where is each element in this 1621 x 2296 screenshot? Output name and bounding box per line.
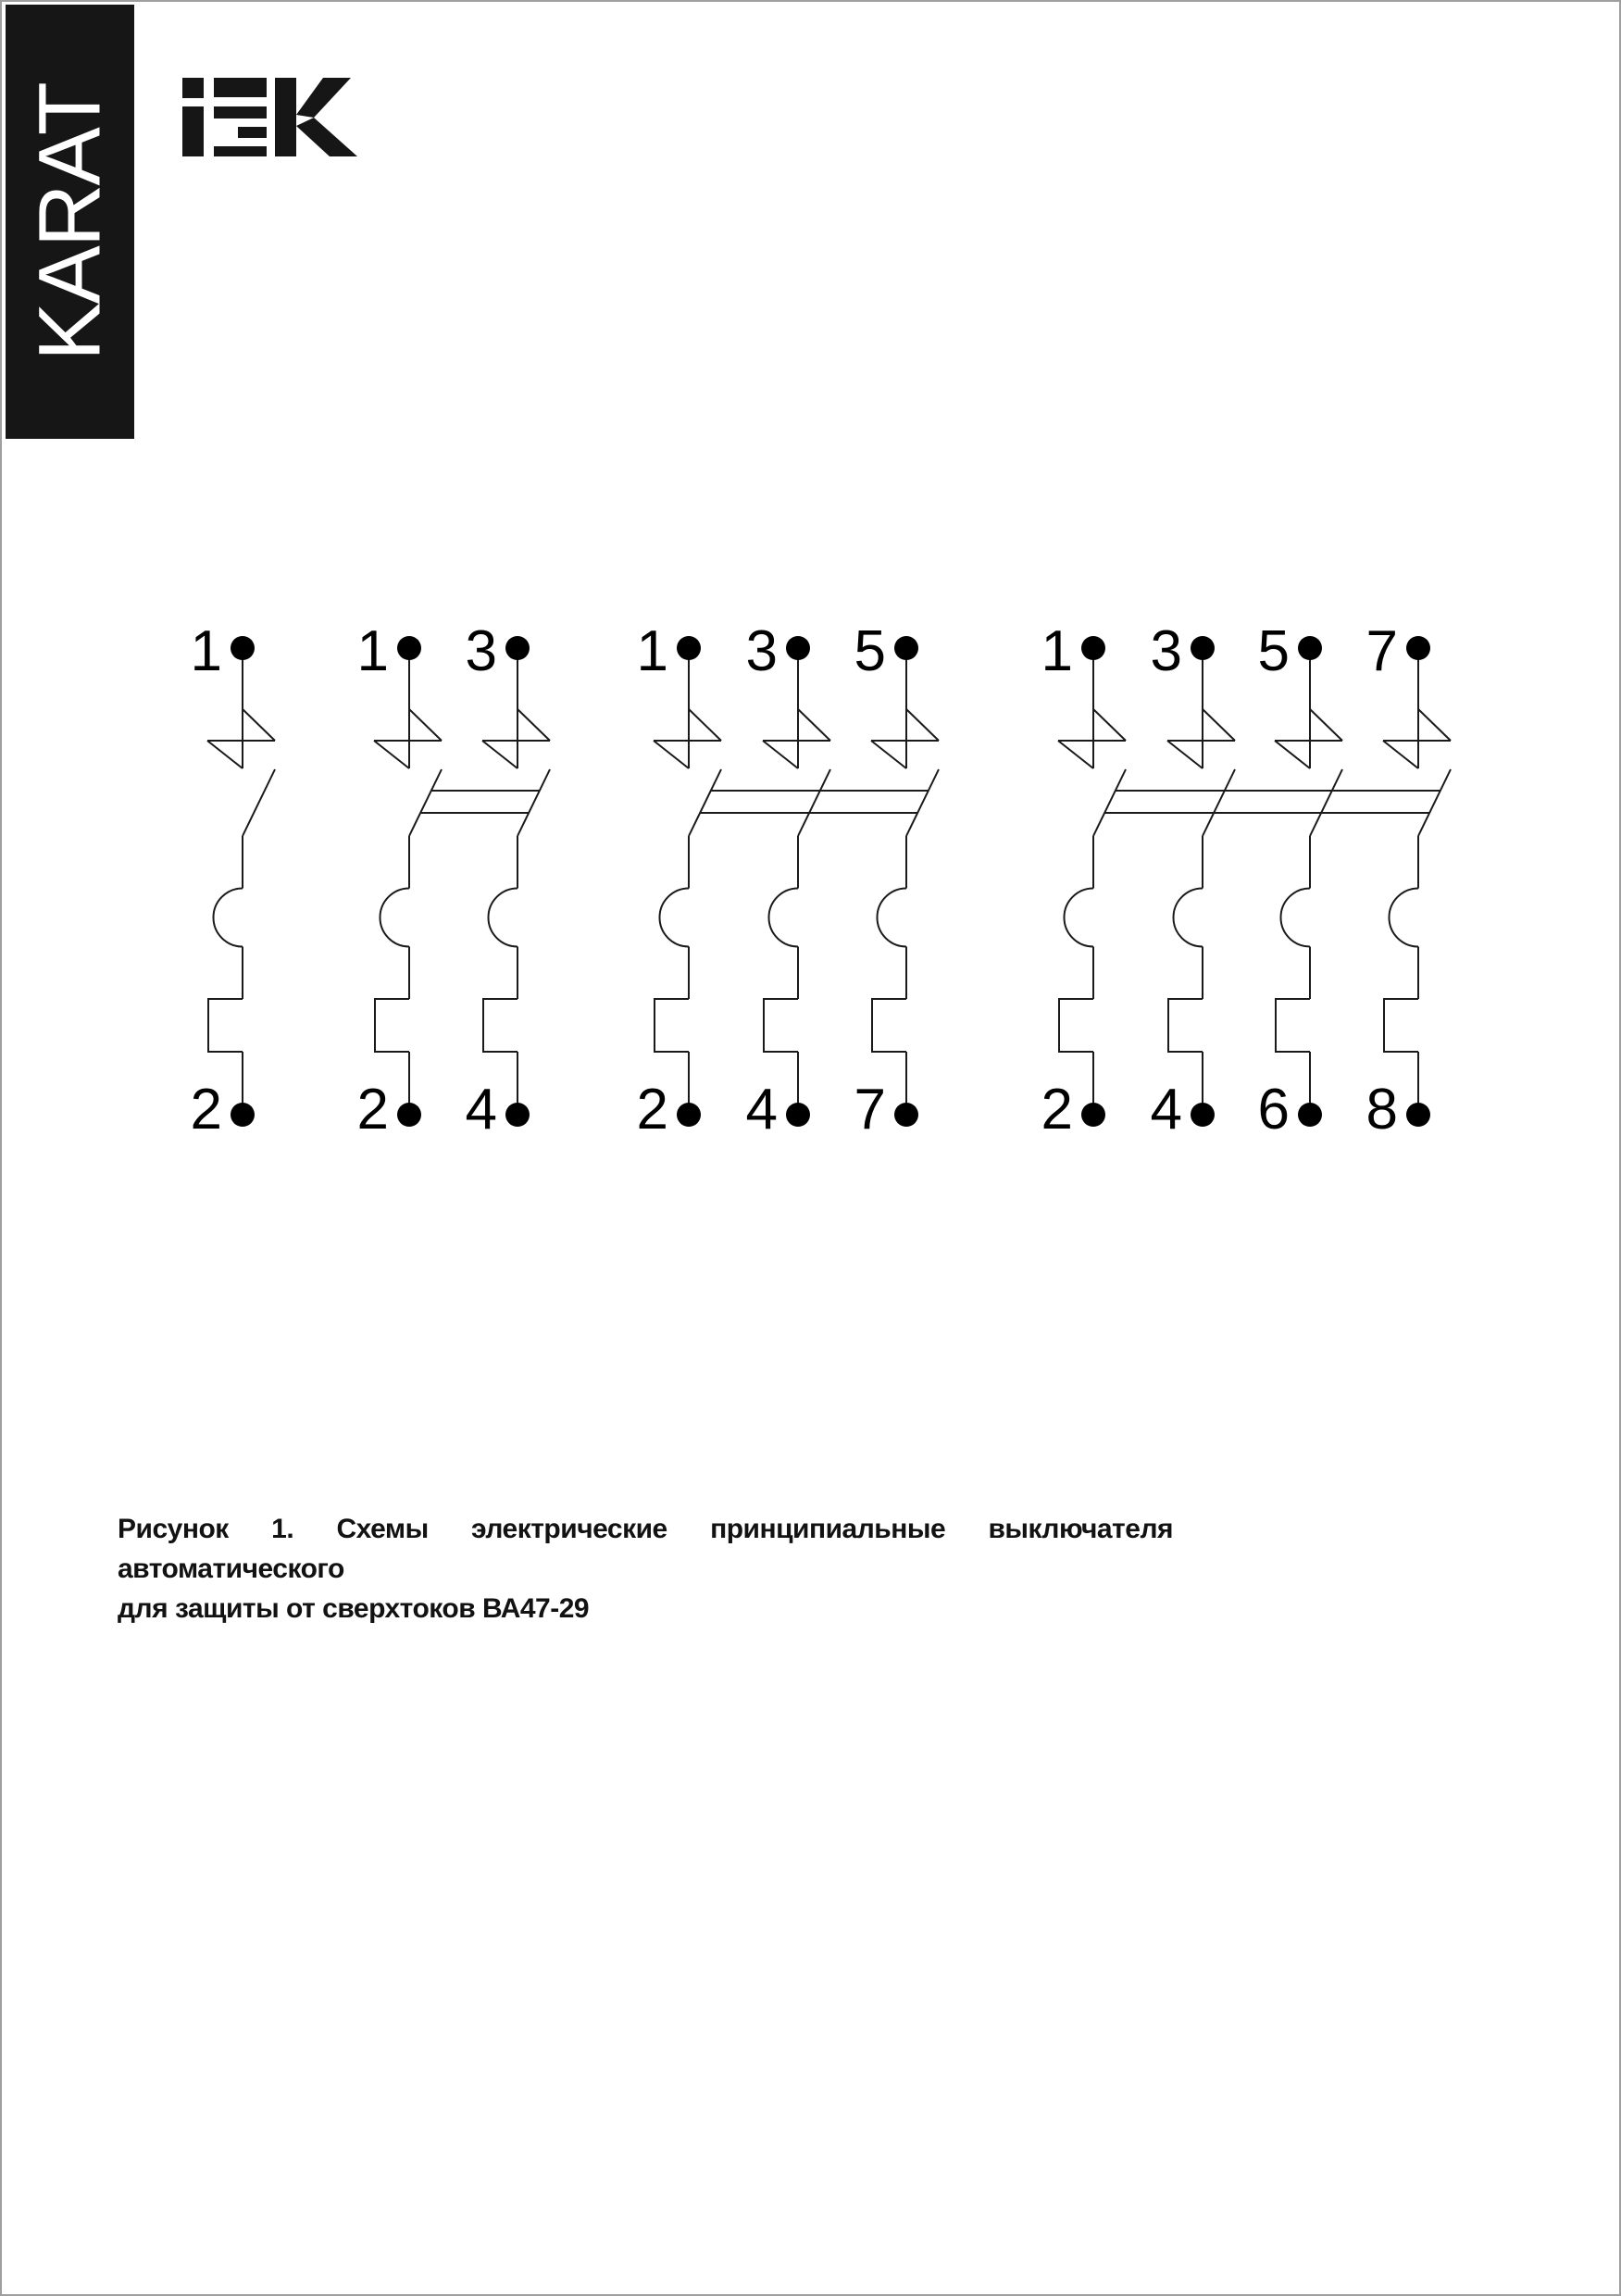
terminal-label-bottom: 8 — [1365, 1078, 1398, 1142]
terminal-dot-bottom — [1406, 1103, 1430, 1127]
terminal-dot-bottom — [1081, 1103, 1105, 1127]
release-lower-hypotenuse — [1167, 741, 1203, 768]
release-upper-hypotenuse — [1310, 709, 1342, 741]
terminal-label-top: 3 — [465, 619, 497, 683]
caption-line-1: Рисунок 1. Схемы электрические принципиальные выключателя автоматического — [118, 1514, 1173, 1584]
diagram-2-pole — [357, 619, 550, 1142]
release-upper-hypotenuse — [906, 709, 939, 741]
terminal-dot-top — [894, 636, 918, 660]
caption-line-2: для защиты от сверхтоков ВА47-29 — [118, 1593, 590, 1624]
series-label: KARAT — [20, 82, 118, 361]
terminal-dot-top — [786, 636, 810, 660]
magnetic-release-notch — [483, 999, 517, 1052]
contact-blade — [517, 769, 550, 836]
terminal-label-top: 5 — [1257, 619, 1290, 683]
thermal-release-arc — [1281, 889, 1310, 947]
thermal-release-arc — [214, 889, 243, 947]
release-upper-hypotenuse — [1418, 709, 1451, 741]
magnetic-release-notch — [1384, 999, 1418, 1052]
terminal-label-bottom: 7 — [854, 1078, 886, 1142]
release-lower-hypotenuse — [374, 741, 409, 768]
terminal-label-top: 1 — [190, 619, 222, 683]
terminal-label-bottom: 4 — [465, 1078, 497, 1142]
release-lower-hypotenuse — [207, 741, 243, 768]
diagram-1-pole — [191, 619, 275, 1142]
contact-blade — [1310, 769, 1342, 836]
terminal-label-bottom: 4 — [1150, 1078, 1182, 1142]
magnetic-release-notch — [1059, 999, 1093, 1052]
thermal-release-arc — [878, 889, 906, 947]
contact-blade — [243, 769, 275, 836]
thermal-release-arc — [660, 889, 689, 947]
terminal-dot-top — [1081, 636, 1105, 660]
figure-caption — [118, 1509, 1173, 1628]
diagram-3-pole — [637, 619, 939, 1142]
breaker-pole — [1151, 619, 1235, 1142]
terminal-label-bottom: 2 — [636, 1078, 668, 1142]
terminal-dot-top — [231, 636, 255, 660]
terminal-label-top: 1 — [356, 619, 389, 683]
breaker-pole — [1258, 619, 1342, 1142]
release-lower-hypotenuse — [763, 741, 798, 768]
release-lower-hypotenuse — [482, 741, 517, 768]
thermal-release-arc — [1065, 889, 1093, 947]
terminal-dot-top — [1406, 636, 1430, 660]
contact-blade — [798, 769, 830, 836]
breaker-pole — [1366, 619, 1451, 1142]
release-lower-hypotenuse — [1275, 741, 1310, 768]
thermal-release-arc — [380, 889, 409, 947]
terminal-label-top: 1 — [636, 619, 668, 683]
diagram-4-pole — [1041, 619, 1451, 1142]
release-upper-hypotenuse — [1203, 709, 1235, 741]
release-upper-hypotenuse — [409, 709, 442, 741]
terminal-dot-bottom — [505, 1103, 530, 1127]
release-lower-hypotenuse — [871, 741, 906, 768]
contact-blade — [1203, 769, 1235, 836]
terminal-dot-bottom — [786, 1103, 810, 1127]
release-upper-hypotenuse — [1093, 709, 1126, 741]
magnetic-release-notch — [1168, 999, 1203, 1052]
terminal-dot-bottom — [397, 1103, 421, 1127]
schematics-figure — [2, 2, 1621, 2296]
magnetic-release-notch — [1276, 999, 1310, 1052]
terminal-dot-top — [1191, 636, 1215, 660]
magnetic-release-notch — [764, 999, 798, 1052]
terminal-dot-bottom — [1191, 1103, 1215, 1127]
breaker-pole — [637, 619, 721, 1142]
thermal-release-arc — [769, 889, 799, 947]
terminal-label-bottom: 2 — [190, 1078, 222, 1142]
terminal-label-top: 3 — [745, 619, 778, 683]
terminal-label-bottom: 4 — [745, 1078, 778, 1142]
contact-blade — [1418, 769, 1451, 836]
terminal-dot-bottom — [1298, 1103, 1322, 1127]
release-upper-hypotenuse — [517, 709, 550, 741]
contact-blade — [906, 769, 939, 836]
breaker-pole — [191, 619, 275, 1142]
terminal-dot-top — [677, 636, 701, 660]
terminal-label-top: 5 — [854, 619, 886, 683]
release-lower-hypotenuse — [654, 741, 689, 768]
thermal-release-arc — [1174, 889, 1203, 947]
terminal-dot-top — [397, 636, 421, 660]
breaker-pole — [357, 619, 442, 1142]
terminal-dot-bottom — [894, 1103, 918, 1127]
magnetic-release-notch — [208, 999, 243, 1052]
breaker-pole — [746, 619, 830, 1142]
magnetic-release-notch — [872, 999, 906, 1052]
terminal-label-top: 3 — [1150, 619, 1182, 683]
thermal-release-arc — [489, 889, 517, 947]
magnetic-release-notch — [655, 999, 689, 1052]
terminal-label-top: 7 — [1365, 619, 1398, 683]
terminal-dot-bottom — [677, 1103, 701, 1127]
terminal-dot-bottom — [231, 1103, 255, 1127]
terminal-dot-top — [1298, 636, 1322, 660]
contact-blade — [689, 769, 721, 836]
terminal-label-bottom: 6 — [1257, 1078, 1290, 1142]
terminal-label-top: 1 — [1041, 619, 1073, 683]
release-lower-hypotenuse — [1383, 741, 1418, 768]
breaker-pole — [854, 619, 939, 1142]
breaker-pole — [1041, 619, 1126, 1142]
release-upper-hypotenuse — [689, 709, 721, 741]
release-upper-hypotenuse — [243, 709, 275, 741]
magnetic-release-notch — [375, 999, 409, 1052]
terminal-label-bottom: 2 — [356, 1078, 389, 1142]
release-upper-hypotenuse — [798, 709, 830, 741]
contact-blade — [1093, 769, 1126, 836]
terminal-label-bottom: 2 — [1041, 1078, 1073, 1142]
breaker-pole — [466, 619, 550, 1142]
terminal-dot-top — [505, 636, 530, 660]
contact-blade — [409, 769, 442, 836]
thermal-release-arc — [1390, 889, 1419, 947]
release-lower-hypotenuse — [1058, 741, 1093, 768]
